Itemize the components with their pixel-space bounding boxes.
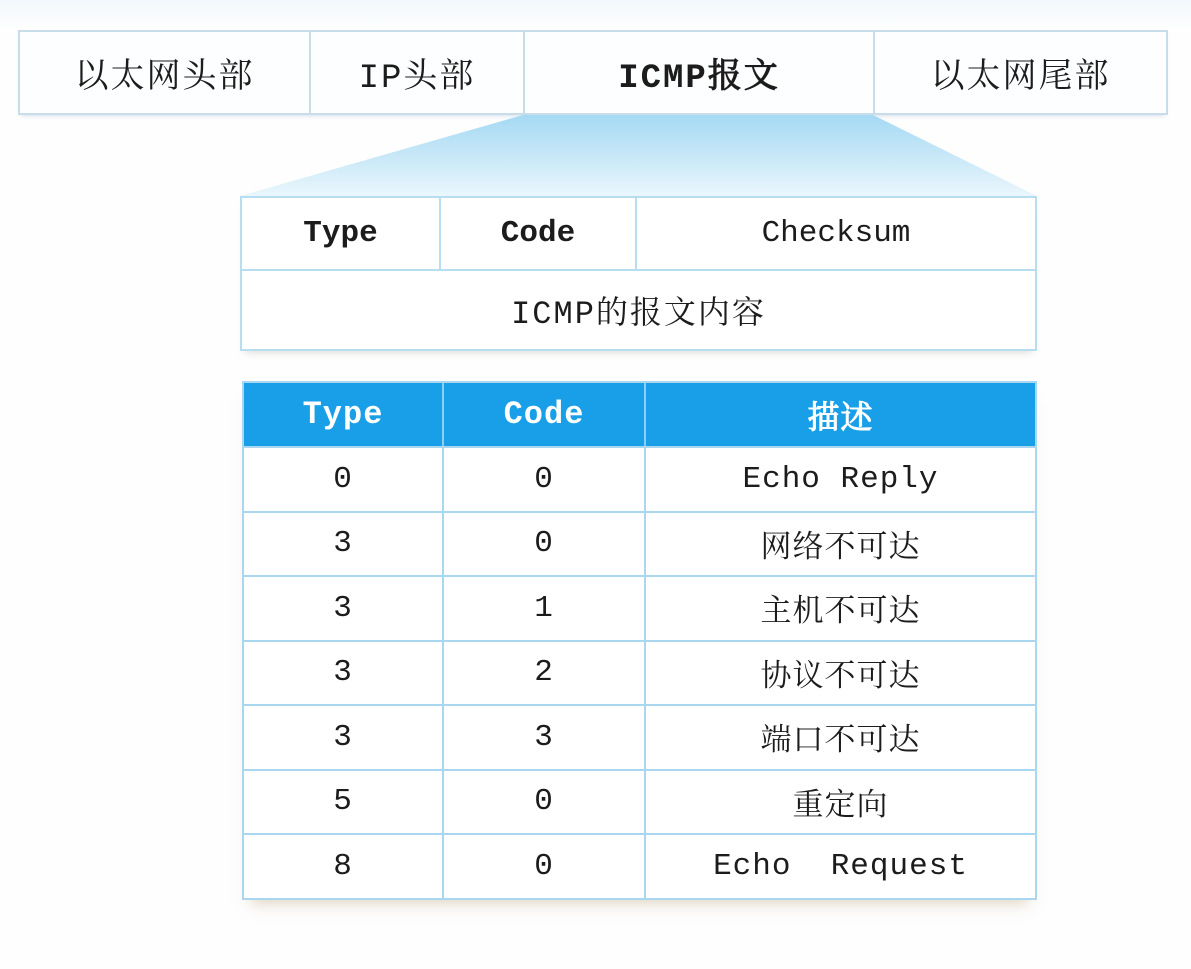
types-header-description: 描述 (644, 383, 1035, 446)
table-cell: 8 (244, 833, 442, 898)
table-cell: 3 (244, 704, 442, 769)
table-cell: 1 (442, 575, 644, 640)
table-cell: 重定向 (644, 769, 1035, 834)
table-cell: Echo Reply (644, 446, 1035, 511)
table-cell: 0 (244, 446, 442, 511)
packet-segment-ethernet-trailer: 以太网尾部 (873, 32, 1166, 113)
table-cell: 2 (442, 640, 644, 705)
icmp-types-table (242, 381, 1037, 900)
table-cell: 3 (244, 511, 442, 576)
icmp-types-body (244, 446, 1035, 898)
table-cell: 端口不可达 (644, 704, 1035, 769)
zoom-funnel-shape (240, 115, 1037, 196)
table-cell: 0 (442, 511, 644, 576)
icmp-types-header-row (244, 383, 1035, 446)
icmp-structure-table (240, 196, 1037, 351)
table-cell: 3 (244, 575, 442, 640)
table-cell: 5 (244, 769, 442, 834)
types-header-type: Type (302, 396, 384, 433)
structure-header-code: Code (439, 198, 635, 269)
types-header-code: Code (442, 383, 644, 446)
packet-segment-ethernet-header: 以太网头部 (20, 32, 309, 113)
table-cell: 3 (442, 704, 644, 769)
packet-segment-icmp-message: ICMP报文 (523, 32, 873, 113)
table-cell: 3 (244, 640, 442, 705)
structure-header-type: Type (303, 216, 378, 251)
table-cell: 0 (442, 446, 644, 511)
table-cell: 网络不可达 (644, 511, 1035, 576)
table-cell: Echo Request (644, 833, 1035, 898)
table-cell: 协议不可达 (644, 640, 1035, 705)
packet-segment-ip-header: IP头部 (309, 32, 523, 113)
structure-header-checksum: Checksum (635, 198, 1035, 269)
table-cell: 0 (442, 833, 644, 898)
icmp-structure-content-cell: ICMP的报文内容 (242, 269, 1035, 349)
packet-structure-bar (18, 30, 1168, 115)
icmp-structure-header-row (242, 198, 1035, 269)
table-cell: 主机不可达 (644, 575, 1035, 640)
table-cell: 0 (442, 769, 644, 834)
